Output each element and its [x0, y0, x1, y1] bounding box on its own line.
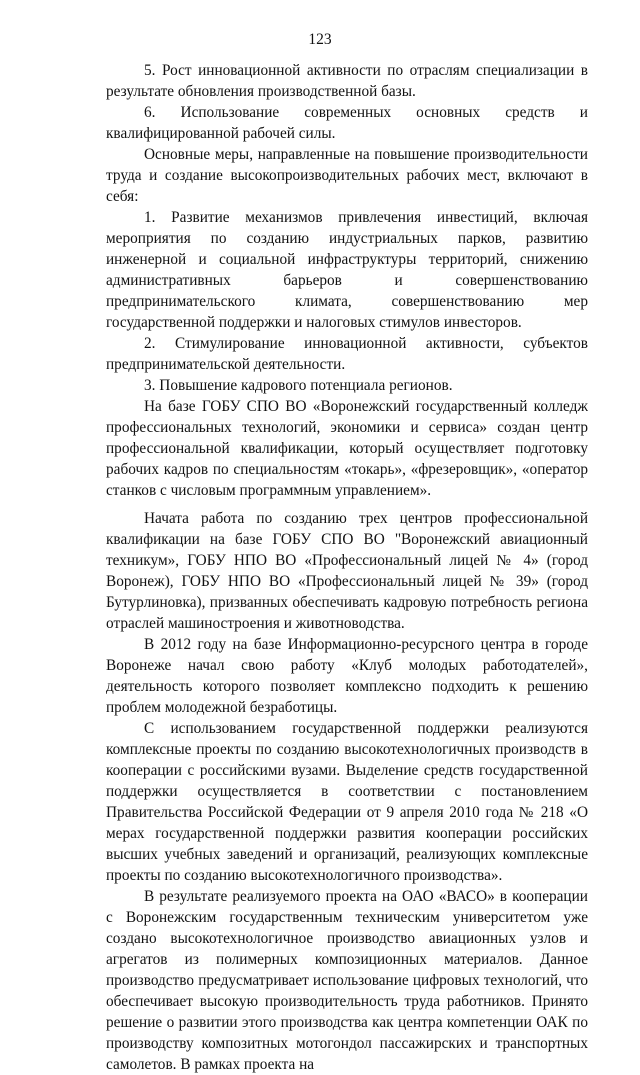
paragraph-11: В результате реализуемого проекта на ОАО «ВАСО» в кооперации с Воронежским государственным техническим университетом уже создано высокотехнологичное производство авиационных узлов и агрегатов из полимерных композиционных материалов. Данное производство предусматривает использование цифровых технологий, что обеспечивает высокую производительность труда работников. Принято решение о развитии этого производства как центра компетенции ОАК по производству композитных мотогондол пассажирских и транспортных самолетов. В рамках проекта на	[106, 888, 588, 1073]
paragraph-10: С использованием государственной поддержки реализуются комплексные проекты по созданию высокотехнологичных производств в кооперации с российскими вузами. Выделение средств государственной поддержки осуществляется в соответствии с постановлением Правительства Российской Федерации от 9 апреля 2010 года № 218 «О мерах государственной поддержки развития кооперации российских высших учебных заведений и организаций, реализующих комплексные проекты по созданию высокотехнологичного производства».	[106, 720, 588, 884]
paragraph-8: Начата работа по созданию трех центров профессиональной квалификации на базе ГОБУ СПО ВО "Воронежский авиационный техникум», ГОБУ НПО ВО «Профессиональный лицей № 4» (город Воронеж), ГОБУ НПО ВО «Профессиональный лицей № 39» (город Бутурлиновка), призванных обеспечивать кадровую потребность региона отраслей машиностроения и животноводства.	[106, 510, 588, 632]
paragraph-7: На базе ГОБУ СПО ВО «Воронежский государственный колледж профессиональных технологий, экономики и сервиса» создан центр профессиональной квалификации, который осуществляет подготовку рабочих кадров по специальностям «токарь», «фрезеровщик», «оператор станков с числовым программным управлением».	[106, 398, 588, 499]
paragraph-2: 6. Использование современных основных средств и квалифицированной рабочей силы.	[106, 104, 588, 142]
paragraph-3: Основные меры, направленные на повышение производительности труда и создание высокопроизводительных рабочих мест, включают в себя:	[106, 146, 588, 205]
paragraph-9: В 2012 году на базе Информационно-ресурсного центра в городе Воронеже начал свою работу «Клуб молодых работодателей», деятельность которого позволяет комплексно подходить к решению проблем молодежной безработицы.	[106, 636, 588, 716]
paragraph-6: 3. Повышение кадрового потенциала регионов.	[144, 377, 453, 394]
page-body	[106, 60, 588, 1075]
paragraph-1: 5. Рост инновационной активности по отраслям специализации в результате обновления производственной базы.	[106, 62, 588, 100]
paragraph-5: 2. Стимулирование инновационной активности, субъектов предпринимательской деятельности.	[106, 335, 588, 373]
paragraph-4: 1. Развитие механизмов привлечения инвестиций, включая мероприятия по созданию индустриальных парков, развитию инженерной и социальной инфраструктуры территорий, снижению административных барьеров и совершенствованию предпринимательского климата, совершенствованию мер государственной поддержки и налоговых стимулов инвесторов.	[106, 209, 588, 331]
page-number: 123	[308, 31, 332, 48]
